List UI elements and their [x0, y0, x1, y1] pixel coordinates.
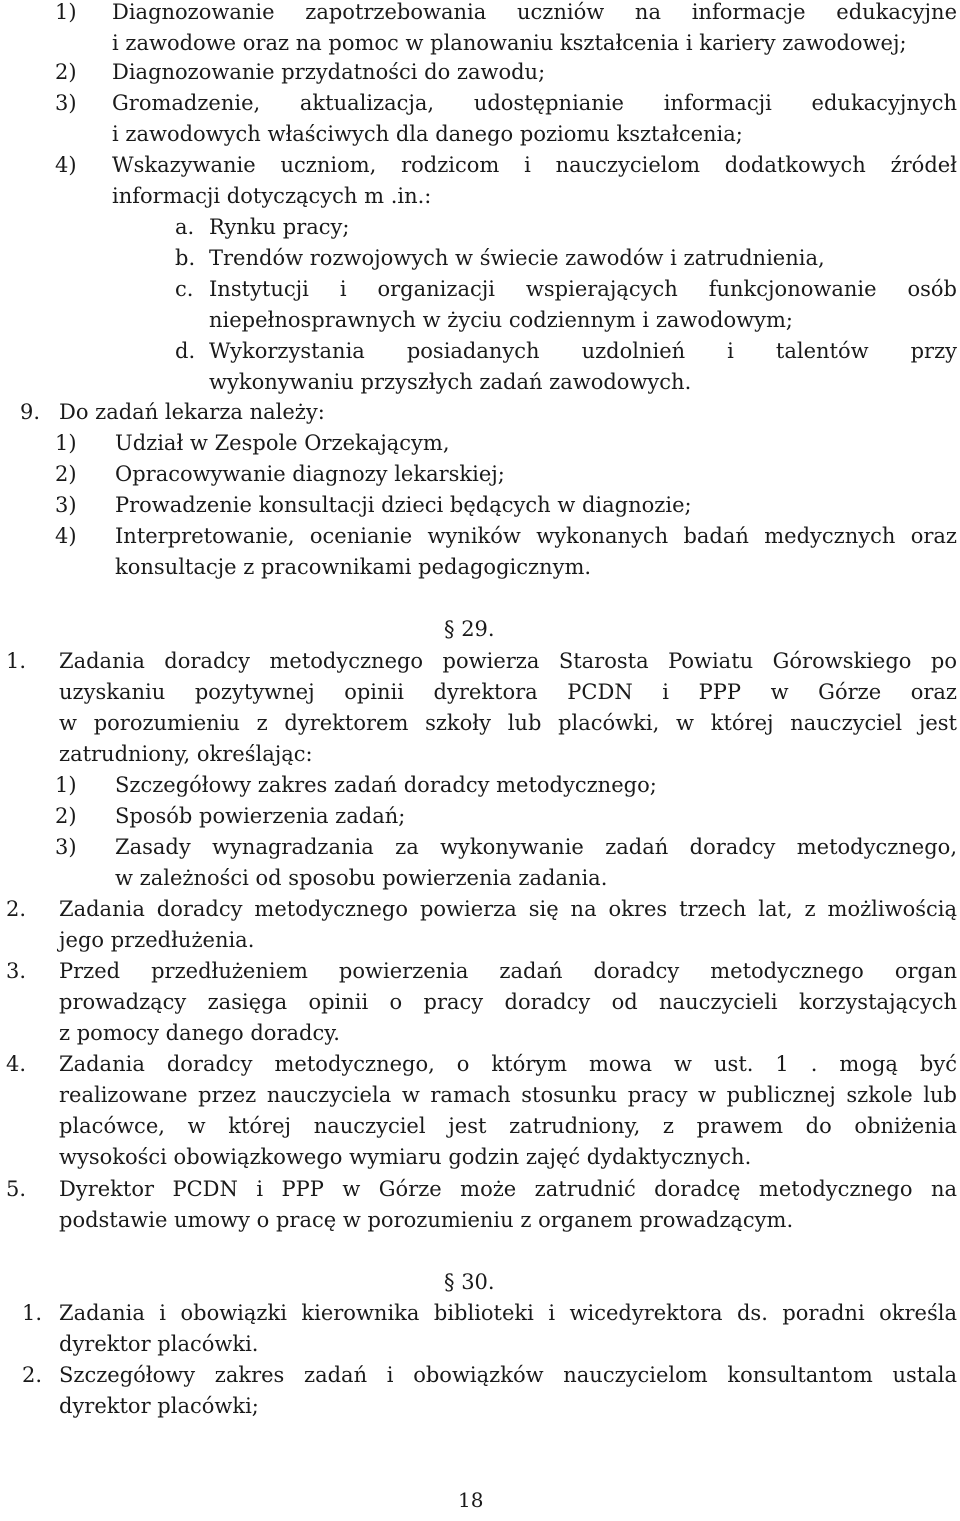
point-line: w porozumieniu z dyrektorem szkoły lub placówki, w której nauczyciel jest [59, 711, 957, 735]
point-line: uzyskaniu pozytywnej opinii dyrektora PCDN i PPP w Górze oraz [59, 680, 957, 704]
section-number: 30. [461, 1270, 495, 1294]
point-number: 2. [22, 1363, 43, 1387]
point-line: Zadania doradcy metodycznego powierza Starosta Powiatu Górowskiego po [59, 649, 957, 673]
list-item-line: Szczegółowy zakres zadań doradcy metodycznego; [115, 773, 657, 797]
point-line: Przed przedłużeniem powierzenia zadań doradcy metodycznego organ [59, 959, 957, 983]
point-line: Zadania doradcy metodycznego, o którym mowa w ust. 1 . mogą być [59, 1052, 957, 1076]
sublist-letter: b. [175, 246, 196, 270]
section-sign-icon: § [444, 1270, 455, 1294]
list-item-line: Opracowywanie diagnozy lekarskiej; [115, 462, 505, 486]
point-line: Zadania doradcy metodycznego powierza się na okres trzech lat, z możliwością [59, 897, 957, 921]
list-item-line: informacji dotyczących m .in.: [112, 184, 432, 208]
list-number: 2) [55, 462, 77, 486]
sublist-item-line: Wykorzystania posiadanych uzdolnień i talentów przy [209, 339, 957, 363]
list-number: 1) [55, 431, 77, 455]
point-line: Szczegółowy zakres zadań i obowiązków nauczycielom konsultantom ustala [59, 1363, 957, 1387]
list-item-line: Diagnozowanie zapotrzebowania uczniów na informacje edukacyjne [112, 0, 957, 24]
list-number: 4) [55, 153, 77, 177]
point-number: 9. [20, 400, 41, 424]
point-line: realizowane przez nauczyciela w ramach stosunku pracy w publicznej szkole lub [59, 1083, 957, 1107]
sublist-item-line: Rynku pracy; [209, 215, 350, 239]
point-line: zatrudniony, określając: [59, 742, 313, 766]
point-number: 2. [6, 897, 27, 921]
point-number: 1. [22, 1301, 43, 1325]
sublist-item-line: wykonywaniu przyszłych zadań zawodowych. [209, 370, 692, 394]
sublist-item-line: Instytucji i organizacji wspierających funkcjonowanie osób [209, 277, 957, 301]
sublist-letter: a. [175, 215, 195, 239]
point-line: podstawie umowy o pracę w porozumieniu z organem prowadzącym. [59, 1208, 794, 1232]
point-line: placówce, w której nauczyciel jest zatrudniony, z prawem do obniżenia [59, 1114, 957, 1138]
list-number: 3) [55, 835, 77, 859]
list-item-line: i zawodowych właściwych dla danego poziomu kształcenia; [112, 122, 743, 146]
point-number: 1. [6, 649, 27, 673]
point-number: 4. [6, 1052, 27, 1076]
point-line: jego przedłużenia. [59, 928, 255, 952]
point-number: 5. [6, 1177, 27, 1201]
point-line: wysokości obowiązkowego wymiaru godzin zajęć dydaktycznych. [59, 1145, 752, 1169]
section-heading [444, 614, 495, 645]
point-number: 3. [6, 959, 27, 983]
list-number: 4) [55, 524, 77, 548]
list-item-line: i zawodowe oraz na pomoc w planowaniu kształcenia i kariery zawodowej; [112, 31, 907, 55]
list-item-line: konsultacje z pracownikami pedagogicznym. [115, 555, 592, 579]
point-line: Dyrektor PCDN i PPP w Górze może zatrudnić doradcę metodycznego na [59, 1177, 957, 1201]
list-item-line: Udział w Zespole Orzekającym, [115, 431, 450, 455]
list-item-line: Gromadzenie, aktualizacja, udostępnianie informacji edukacyjnych [112, 91, 957, 115]
point-line: Zadania i obowiązki kierownika biblioteki i wicedyrektora ds. poradni określa [59, 1301, 957, 1325]
page-number: 18 [458, 1488, 484, 1512]
list-item-line: w zależności od sposobu powierzenia zadania. [115, 866, 608, 890]
list-number: 3) [55, 493, 77, 517]
point-line: prowadzący zasięga opinii o pracy doradcy od nauczycieli korzystających [59, 990, 957, 1014]
list-item-line: Zasady wynagradzania za wykonywanie zadań doradcy metodycznego, [115, 835, 957, 859]
list-number: 2) [55, 804, 77, 828]
point-line: z pomocy danego doradcy. [59, 1021, 340, 1045]
section-heading [444, 1267, 495, 1298]
list-item-line: Wskazywanie uczniom, rodzicom i nauczycielom dodatkowych źródeł [112, 153, 957, 177]
sublist-letter: d. [175, 339, 196, 363]
section-number: 29. [461, 617, 495, 641]
point-line: dyrektor placówki. [59, 1332, 259, 1356]
list-item-line: Diagnozowanie przydatności do zawodu; [112, 60, 546, 84]
sublist-item-line: niepełnosprawnych w życiu codziennym i zawodowym; [209, 308, 793, 332]
list-number: 1) [55, 0, 77, 24]
point-line: dyrektor placówki; [59, 1394, 259, 1418]
list-number: 2) [55, 60, 77, 84]
list-item-line: Prowadzenie konsultacji dzieci będących w diagnozie; [115, 493, 692, 517]
point-text: Do zadań lekarza należy: [59, 400, 325, 424]
list-item-line: Sposób powierzenia zadań; [115, 804, 406, 828]
sublist-item-line: Trendów rozwojowych w świecie zawodów i zatrudnienia, [209, 246, 825, 270]
list-item-line: Interpretowanie, ocenianie wyników wykonanych badań medycznych oraz [115, 524, 957, 548]
sublist-letter: c. [175, 277, 194, 301]
section-sign-icon: § [444, 617, 455, 641]
list-number: 3) [55, 91, 77, 115]
list-number: 1) [55, 773, 77, 797]
